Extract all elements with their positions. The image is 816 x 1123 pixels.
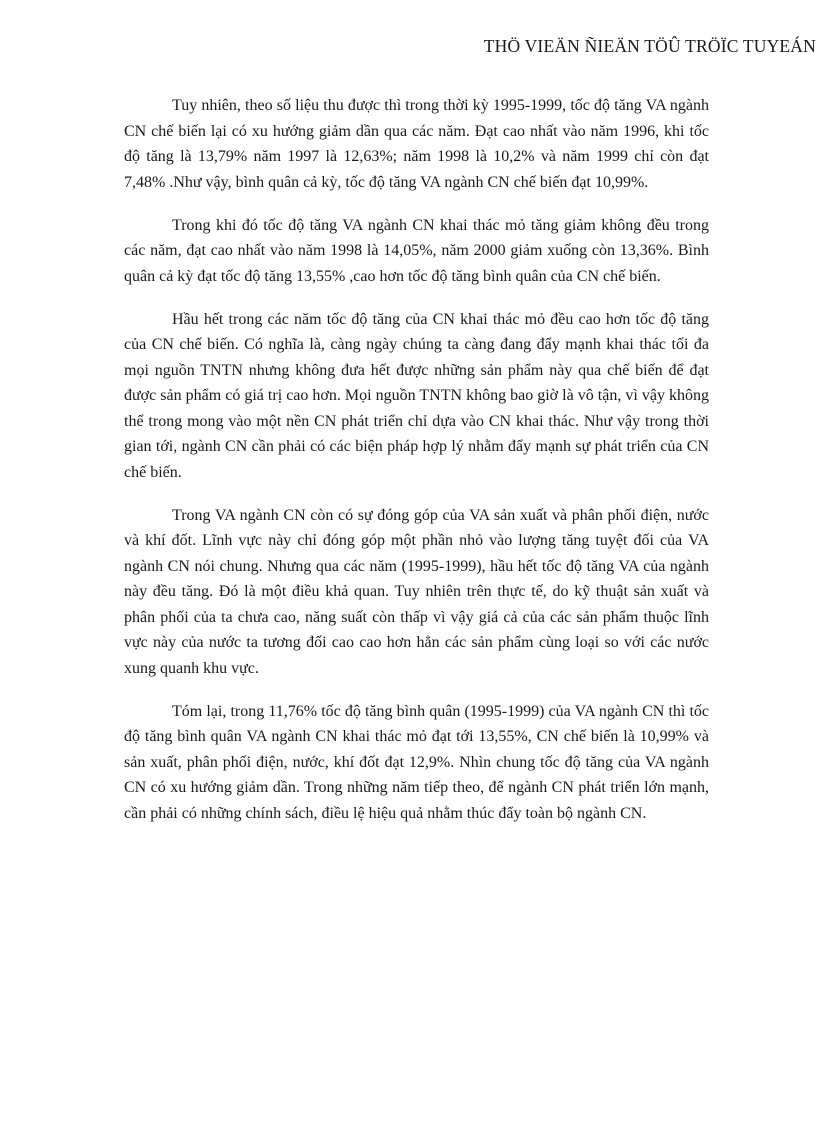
page-header: THÖ VIEÄN ÑIEÄN TÖÛ TRÖÏC TUYEÁN	[483, 36, 816, 56]
paragraph-5: Tóm lại, trong 11,76% tốc độ tăng bình quân (1995-1999) của VA ngành CN thì tốc độ tăng bình quân VA ngành CN khai thác mỏ đạt tới 13,55%, CN chế biến là 10,99% và sản xuất, phân phối điện, nước, khí đốt đạt 12,9%. Nhìn chung tốc độ tăng của VA ngành CN có xu hướng giảm dần. Trong những năm tiếp theo, để ngành CN phát triển lớn mạnh, cần phải có những chính sách, điều lệ hiệu quả nhằm thúc đẩy toàn bộ ngành CN.	[124, 702, 709, 822]
paragraph-4: Trong VA ngành CN còn có sự đóng góp của VA sản xuất và phân phối điện, nước và khí đốt. Lĩnh vực này chỉ đóng góp một phần nhỏ vào lượng tăng tuyệt đối của VA ngành CN nói chung. Nhưng qua các năm (1995-1999), hầu hết tốc độ tăng VA của ngành này đều tăng. Đó là một điều khả quan. Tuy nhiên trên thực tế, do kỹ thuật sản xuất và phân phối của ta chưa cao, năng suất còn thấp vì vậy giá cả của các sản phẩm thuộc lĩnh vực này của nước ta tương đối cao cao hơn hẳn các sản phẩm cùng loại so với các nước xung quanh khu vực.	[124, 506, 709, 677]
paragraph-1: Tuy nhiên, theo số liệu thu được thì trong thời kỳ 1995-1999, tốc độ tăng VA ngành CN chế biến lại có xu hướng giảm dần qua các năm. Đạt cao nhất vào năm 1996, khi tốc độ tăng là 13,79% năm 1997 là 12,63%; năm 1998 là 10,2% và năm 1999 chỉ còn đạt 7,48% .Như vậy, bình quân cả kỳ, tốc độ tăng VA ngành CN chế biến đạt 10,99%.	[124, 97, 709, 191]
document-body	[124, 93, 709, 844]
paragraph-3: Hầu hết trong các năm tốc độ tăng của CN khai thác mỏ đều cao hơn tốc độ tăng của CN chế biến. Có nghĩa là, càng ngày chúng ta càng đang đẩy mạnh khai thác tối đa mọi nguồn TNTN nhưng không đưa hết được những sản phẩm này qua chế biến để đạt được sản phẩm có giá trị cao hơn. Mọi nguồn TNTN không bao giờ là vô tận, vì vậy không thể trong mong vào một nền CN phát triển chỉ dựa vào CN khai thác. Như vậy trong thời gian tới, ngành CN cần phải có các biện pháp hợp lý nhằm đẩy mạnh sự phát triển của CN chế biến.	[124, 310, 709, 481]
paragraph-2: Trong khi đó tốc độ tăng VA ngành CN khai thác mỏ tăng giảm không đều trong các năm, đạt cao nhất vào năm 1998 là 14,05%, năm 2000 giảm xuống còn 13,36%. Bình quân cả kỳ đạt tốc độ tăng 13,55% ,cao hơn tốc độ tăng bình quân của CN chế biến.	[124, 216, 709, 285]
